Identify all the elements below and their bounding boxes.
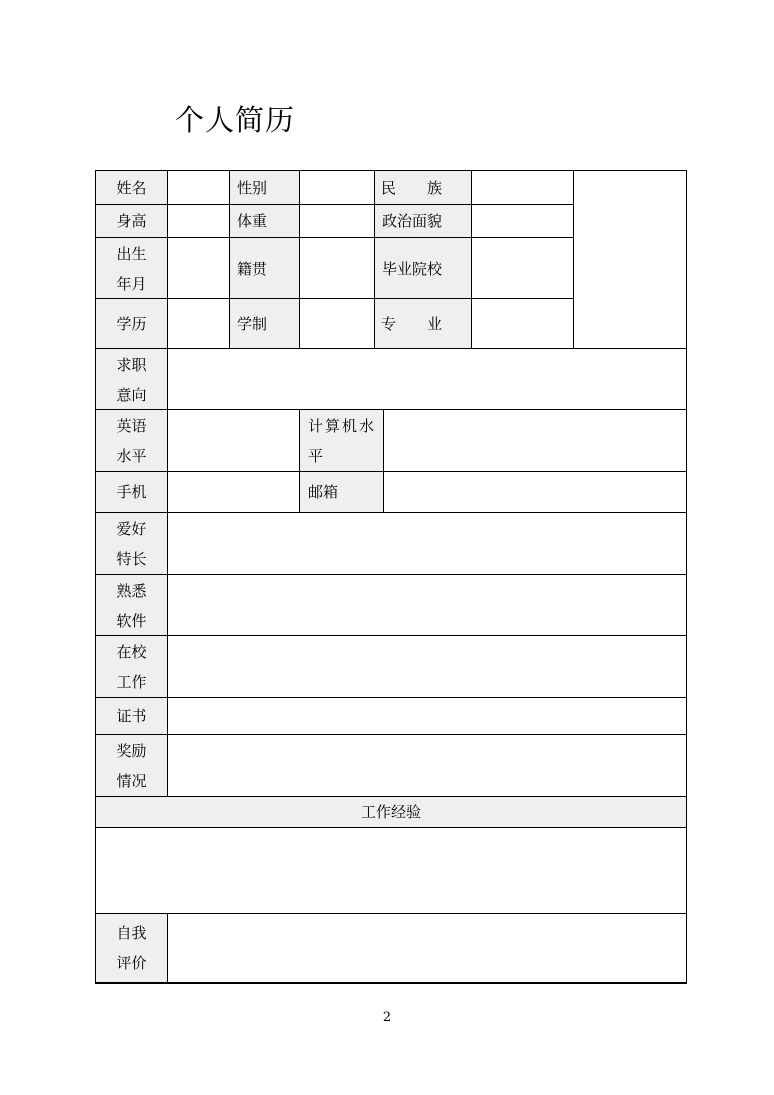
label-campus-line1: 在校 bbox=[116, 643, 147, 661]
label-height-text: 身高 bbox=[116, 212, 147, 230]
label-school bbox=[374, 238, 471, 299]
label-gender bbox=[229, 171, 300, 205]
grid-line bbox=[95, 697, 687, 698]
grid-line bbox=[167, 170, 168, 797]
label-phone bbox=[95, 472, 168, 513]
value-self[interactable] bbox=[168, 914, 687, 983]
label-intent-line1: 求职 bbox=[116, 356, 147, 374]
grid-line bbox=[299, 409, 300, 513]
label-major-b: 业 bbox=[427, 315, 443, 333]
value-weight[interactable] bbox=[300, 205, 374, 238]
value-english[interactable] bbox=[168, 410, 300, 472]
label-english-line1: 英语 bbox=[116, 417, 147, 435]
page-number: 2 bbox=[382, 1010, 392, 1025]
value-ethnicity[interactable] bbox=[471, 171, 573, 205]
value-school[interactable] bbox=[471, 238, 573, 299]
table-border-bottom bbox=[95, 982, 687, 984]
value-height[interactable] bbox=[168, 205, 229, 238]
label-software bbox=[95, 575, 168, 636]
grid-line bbox=[95, 348, 687, 349]
label-cert bbox=[95, 698, 168, 735]
label-native bbox=[229, 238, 300, 299]
value-phone[interactable] bbox=[168, 472, 300, 513]
label-weight bbox=[229, 205, 300, 238]
value-computer[interactable] bbox=[383, 410, 687, 472]
label-education bbox=[95, 299, 168, 349]
label-duration-text: 学制 bbox=[237, 315, 268, 333]
label-cert-text: 证书 bbox=[116, 707, 147, 725]
value-education[interactable] bbox=[168, 299, 229, 349]
label-campus bbox=[95, 636, 168, 698]
grid-line bbox=[95, 734, 687, 735]
label-school-text: 毕业院校 bbox=[382, 260, 443, 278]
value-software[interactable] bbox=[168, 575, 687, 636]
value-award[interactable] bbox=[168, 735, 687, 797]
label-ethnicity bbox=[374, 171, 471, 205]
label-computer-line2: 平 bbox=[308, 447, 324, 465]
grid-line bbox=[95, 635, 687, 636]
label-duration bbox=[229, 299, 300, 349]
label-gender-text: 性别 bbox=[237, 179, 268, 197]
label-weight-text: 体重 bbox=[237, 212, 268, 230]
value-name[interactable] bbox=[168, 171, 229, 205]
grid-line bbox=[95, 827, 687, 828]
grid-line bbox=[573, 170, 574, 349]
value-major[interactable] bbox=[471, 299, 573, 349]
label-ethnicity-b: 族 bbox=[427, 179, 443, 197]
label-self-line1: 自我 bbox=[116, 924, 147, 942]
label-intent-line2: 意向 bbox=[116, 386, 147, 404]
grid-line bbox=[167, 913, 168, 983]
value-native[interactable] bbox=[300, 238, 374, 299]
value-gender[interactable] bbox=[300, 171, 374, 205]
value-politics[interactable] bbox=[471, 205, 573, 238]
photo-area[interactable] bbox=[573, 171, 687, 349]
grid-line bbox=[95, 913, 687, 914]
label-birth-line2: 年月 bbox=[116, 275, 147, 293]
table-border-top bbox=[95, 170, 687, 171]
label-english bbox=[95, 410, 168, 472]
label-hobby-line2: 特长 bbox=[116, 550, 147, 568]
label-phone-text: 手机 bbox=[116, 483, 147, 501]
grid-line bbox=[383, 409, 384, 513]
label-name bbox=[95, 171, 168, 205]
grid-line bbox=[95, 574, 687, 575]
label-email bbox=[300, 472, 383, 513]
label-award-line2: 情况 bbox=[116, 772, 147, 790]
label-politics-text: 政治面貌 bbox=[382, 212, 443, 230]
label-software-line2: 软件 bbox=[116, 612, 147, 630]
table-border-right bbox=[686, 170, 687, 984]
label-major bbox=[374, 299, 471, 349]
label-computer bbox=[300, 410, 383, 472]
label-software-line1: 熟悉 bbox=[116, 582, 147, 600]
grid-line bbox=[95, 471, 687, 472]
label-hobby-line1: 爱好 bbox=[116, 520, 147, 538]
value-intent[interactable] bbox=[168, 349, 687, 410]
value-cert[interactable] bbox=[168, 698, 687, 735]
label-birth-line1: 出生 bbox=[116, 245, 147, 263]
label-politics bbox=[374, 205, 471, 238]
label-english-line2: 水平 bbox=[116, 447, 147, 465]
label-height bbox=[95, 205, 168, 238]
label-education-text: 学历 bbox=[116, 315, 147, 333]
label-ethnicity-a: 民 bbox=[381, 179, 397, 197]
label-award bbox=[95, 735, 168, 797]
value-email[interactable] bbox=[383, 472, 687, 513]
grid-line bbox=[374, 170, 375, 349]
value-birth[interactable] bbox=[168, 238, 229, 299]
label-work-exp bbox=[95, 797, 687, 828]
grid-line bbox=[95, 512, 687, 513]
label-campus-line2: 工作 bbox=[116, 673, 147, 691]
value-work-exp[interactable] bbox=[95, 828, 687, 914]
label-award-line1: 奖励 bbox=[116, 742, 147, 760]
grid-line bbox=[299, 170, 300, 349]
label-email-text: 邮箱 bbox=[308, 483, 339, 501]
label-birth bbox=[95, 238, 168, 299]
label-hobby bbox=[95, 513, 168, 575]
grid-line bbox=[229, 170, 230, 349]
value-duration[interactable] bbox=[300, 299, 374, 349]
label-intent bbox=[95, 349, 168, 410]
label-computer-line1: 计算机水 bbox=[308, 417, 377, 435]
grid-line bbox=[95, 796, 687, 797]
grid-line bbox=[95, 409, 687, 410]
page-title: 个人简历 bbox=[175, 103, 296, 137]
label-major-a: 专 bbox=[381, 315, 397, 333]
grid-line bbox=[471, 170, 472, 349]
label-work-exp-text: 工作经验 bbox=[360, 803, 421, 821]
label-self-line2: 评价 bbox=[116, 954, 147, 972]
label-name-text: 姓名 bbox=[116, 179, 147, 197]
label-self bbox=[95, 914, 168, 983]
value-campus[interactable] bbox=[168, 636, 687, 698]
value-hobby[interactable] bbox=[168, 513, 687, 575]
table-border-left bbox=[95, 170, 96, 984]
label-native-text: 籍贯 bbox=[237, 260, 268, 278]
